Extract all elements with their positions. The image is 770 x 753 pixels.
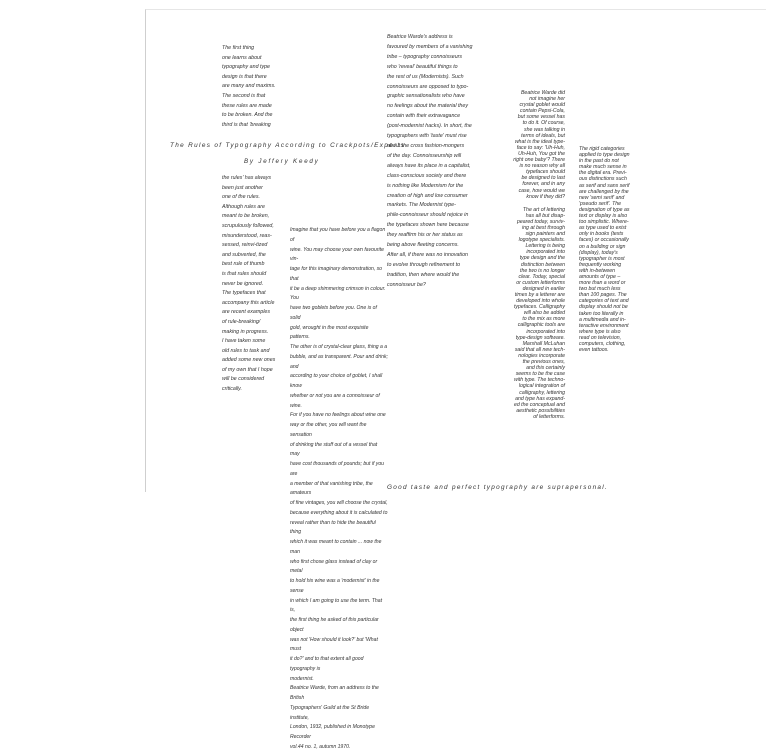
quote-column (290, 226, 388, 753)
article-byline: By Jeffery Keedy (244, 158, 320, 165)
intro-continued-text: the rules' has always been just another one of the rules. Although rules are meant to be broken, scrupulously followed, misunderstood, reas- sessed, reinvi-tized and subverted, the best rule of thumb is that rules should never be ignored. The typefaces that accompany this article are recent examples of rule-breaking/ making in progress. I have taken some old rules to task and added some new ones of my own that I hope will be considered critically. (222, 175, 276, 393)
article-headline: The Rules of Typography According to Crackpots/Experts (170, 142, 406, 149)
lettering-text: The art of lettering has all but disap- peared today, surviv- ing at best through sign painters and logotype specialists. Lettering is being incorporated into type design and the distinction between the two is no longer clear. Today, special or custom letterforms designed in earlier times by a letterer are developed into whole typefaces. Calligraphy will also be added to the mix as more calligraphic tools are incorporated into type-design software. Marshall McLuhan said that all new tech- nologies incorporate the previous ones, and this certainly seems to be the case with type. The techno- logical integration of calligraphy, lettering and type has expand- ed the conceptual and aesthetic possibilities of letterforms. (513, 206, 565, 420)
commentary-text: Beatrice Warde's address is favoured by members of a vanishing tribe – typography connoisseurs who 'reveal' beautiful things to the rest of us (Modernists). Such connoisseurs are opposed to typo- graphic sensationalists who have no feelings about the material they contain with their extravagance (post-modernist hacks). In short, the typographers with 'taste' must rise about the cross fashion-mongers of the day. Connoisseurship will always have its place in a capitalist, class-conscious society and there is nothing like Modernism for the creation of high and low consumer markets. The Modernist type- phile-connoisseur should rejoice in the typefaces shown here because they reaffirm his or her status as being above fleeting concerns. After all, if there was no innovation to evolve through refinement to tradition, then where would the connoisseur be? (387, 34, 473, 288)
footer-quote: Good taste and perfect typography are suprapersonal. (387, 484, 609, 491)
categories-column (579, 146, 661, 353)
intro-text: The first thing one learns about typography and type design is that there are many and maxims. The second is that these rules are made to be broken. And the third is that 'breaking (222, 45, 276, 128)
warde-quote-text: Imagine that you have before you a flagon of wine. You may choose your own favourite vin- tage for this imaginary demonstration, so that it be a deep shimmering crimson in colour. You have two goblets before you. One is of solid gold, wrought in the most exquisite patterns. The other is of crystal-clear glass, thing a a bubble, and as transparent. Pour and drink; and according to your choice of goblet, I shall know whether or not you are a connoisseur of wine. For if you have no feelings about wine one way or the other, you will want the sensation of drinking the stuff out of a vessel that may have cost thousands of pounds; but if you are a member of that vanishing tribe, the amateurs of fine vintages, you will choose the crystal, because everything about it is calculated to reveal rather than to hide the beautiful thing which it was meant to contain ... now the man who first chose glass instead of clay or metal to hold his wine was a 'modernist' in the sense in which I am going to use the term. That is, the first thing he asked of this particular object was not 'How should it look?' but 'What must it do?' and to that extent all good typography is modernist. Beatrice Warde, from an address to the British Typographers' Guild at the St Bride institute, London, 1932, published in Monotype Recorder vol.44 no. 1, autumn 1970. (290, 227, 388, 750)
intro-column-top (222, 44, 284, 130)
commentary-column (387, 33, 475, 291)
goblet-column (480, 90, 565, 420)
categories-text: The rigid categories applied to type design in the past do not make much sense in the digital era. Previ- ous distinctions such as serif and sans serif are challenged by the new 'semi serif' and 'pseudo serif'. The designation of type as text or display is also too simplistic. Where- as type used to exist only in books (texts faces) or occasionally on a building or sign (display), today's typographer is most frequently working with in-between amounts of type – more than a word or two but much less than 100 pages. The categories of text and display should not be taken too literally in a multimedia and in- teractive environment where type is also read on television, computers, clothing, even tattoos. (579, 146, 630, 354)
intro-column-bottom (222, 174, 284, 395)
goblet-text: Beatrice Warde did not imagine her crystal goblet would contain Pepsi-Cola, but some vessel has to do it. Of course, she was talking in terms of ideals, but what is the ideal type- face to say: 'Uh-Huh, Uh-Huh, You got the right one baby'? There is no reason why all typefaces should be designed to last forever, and in any case, how would we know if they did? (513, 90, 565, 200)
